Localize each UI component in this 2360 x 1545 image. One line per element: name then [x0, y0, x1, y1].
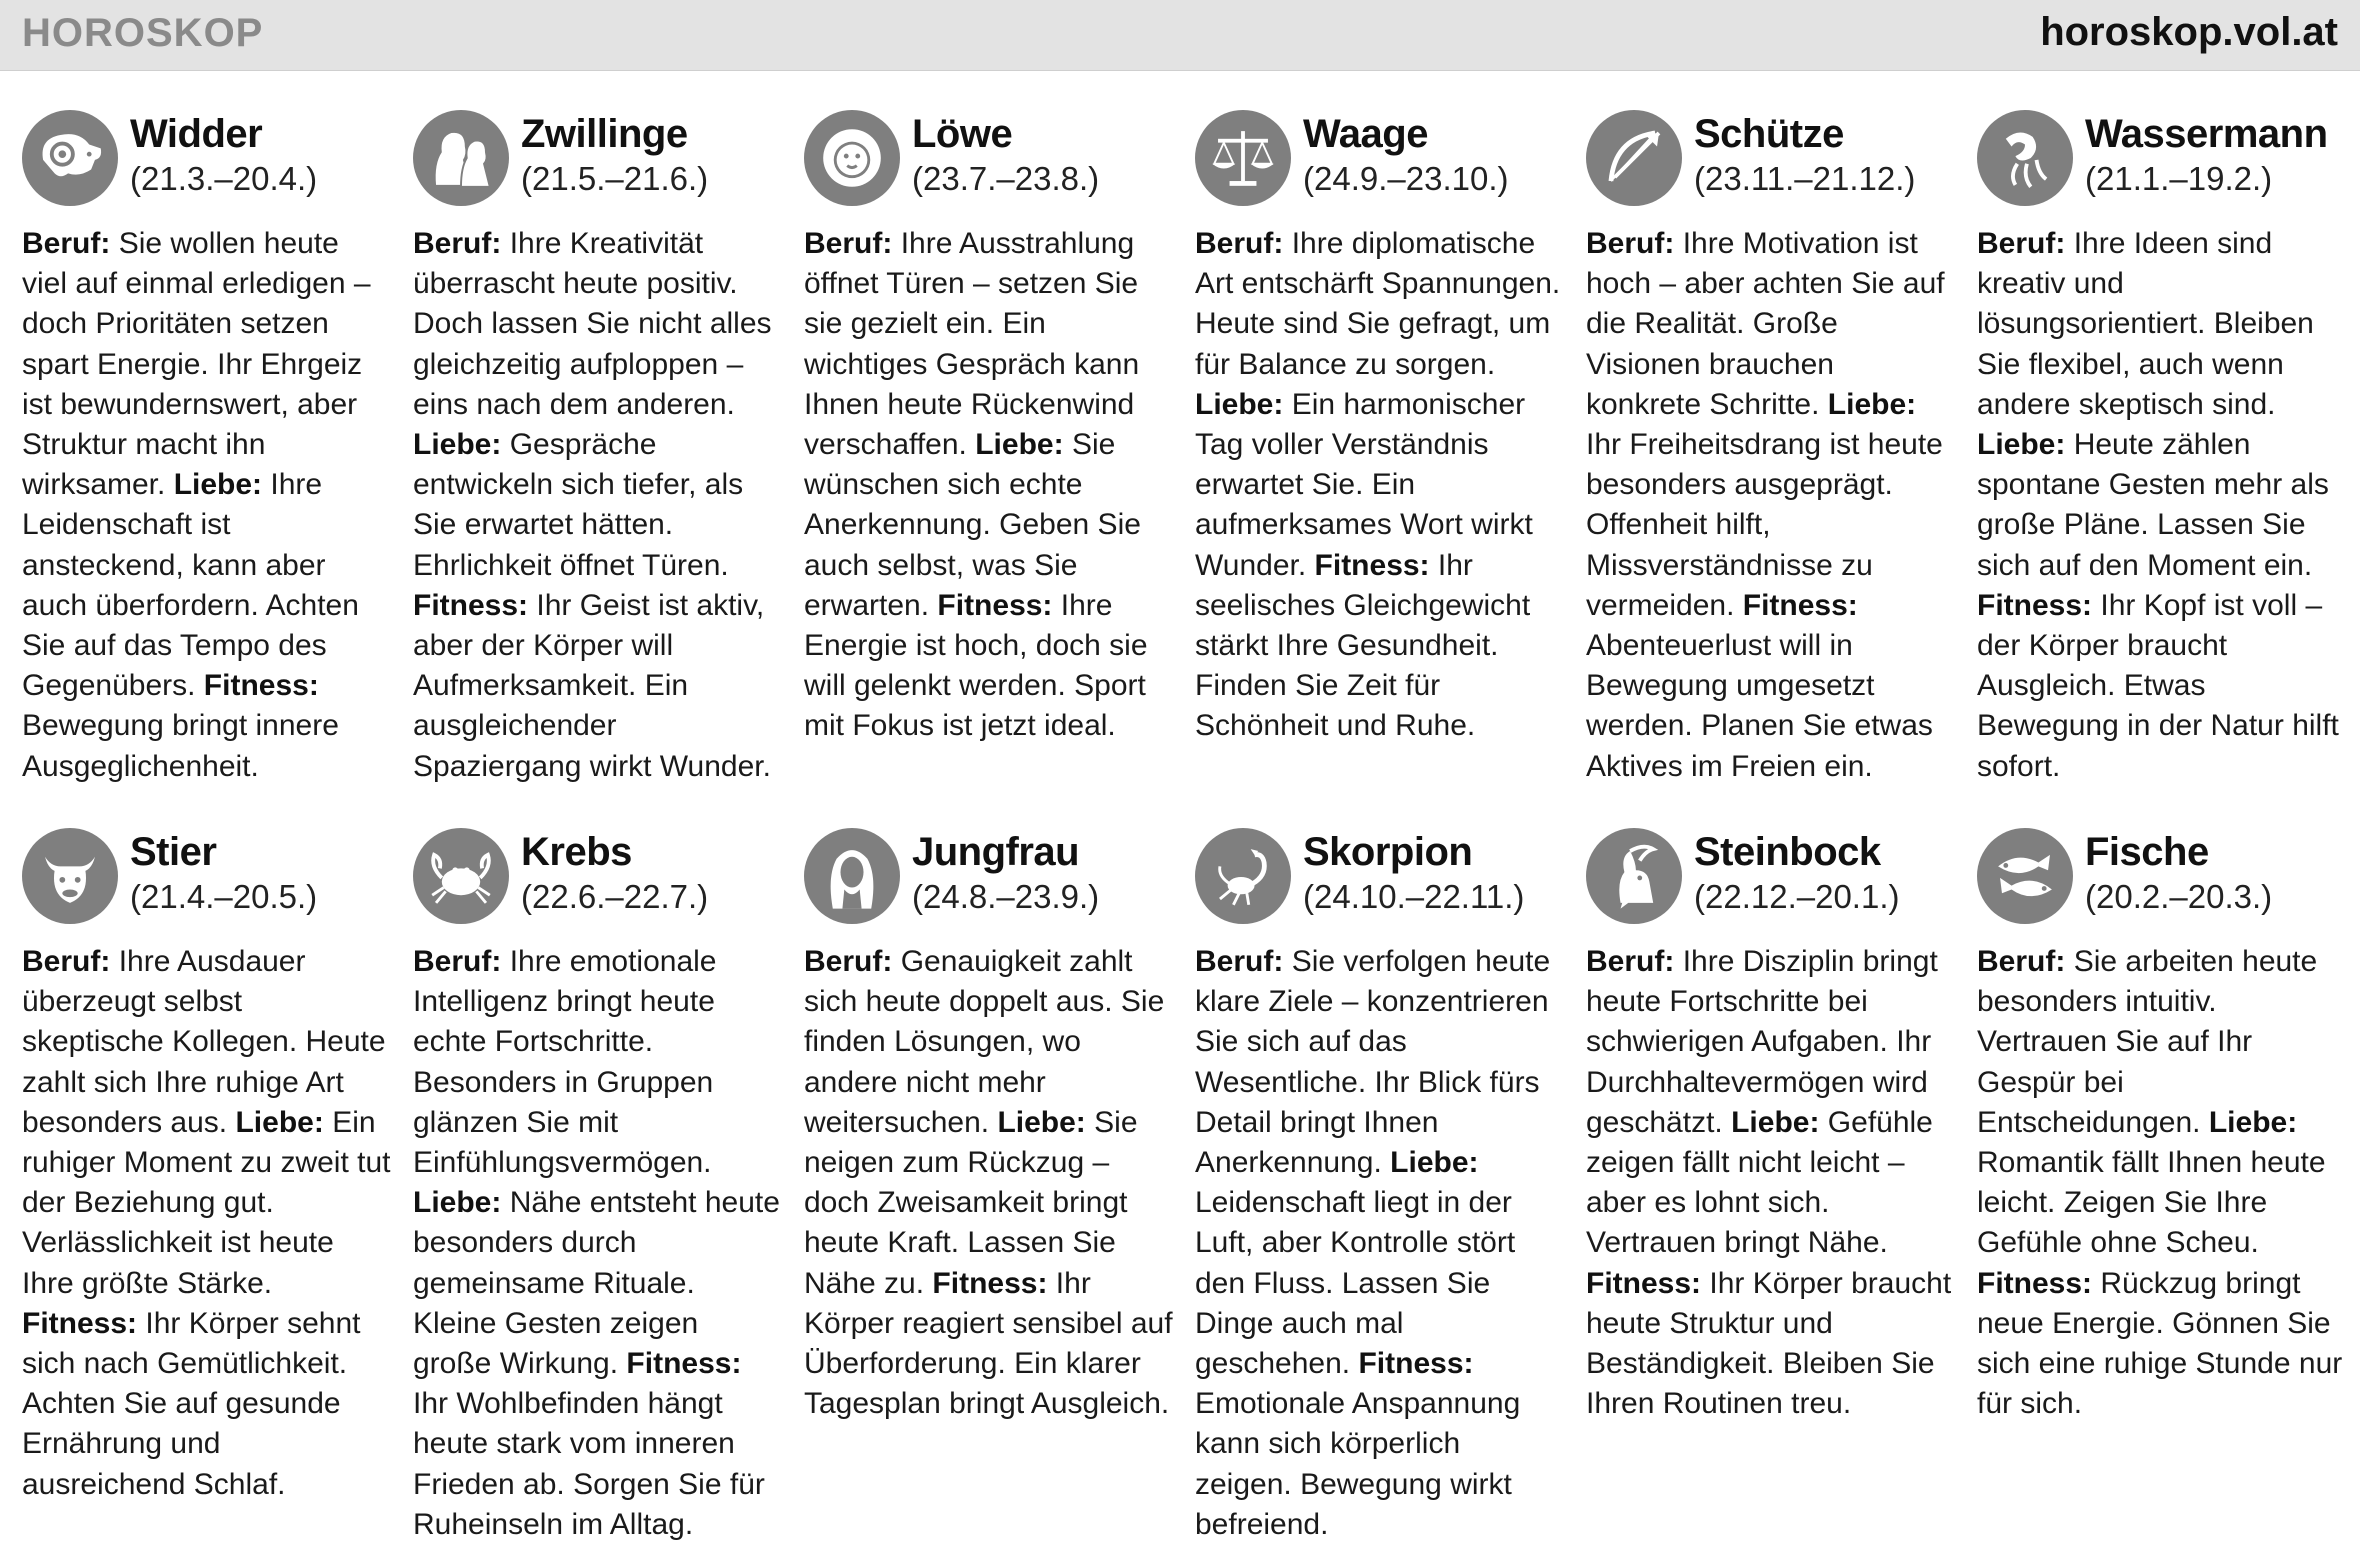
- beruf-text: Sie verfolgen heute klare Ziele – konzentrieren Sie sich auf das Wesentliche. Ihr Blick fürs Detail bringt Ihnen Anerkennung.: [1195, 945, 1551, 1180]
- beruf-text: Ihre Ideen sind kreativ und lösungsorientiert. Bleiben Sie flexibel, auch wenn andere skeptisch sind.: [1977, 227, 2314, 421]
- crab-icon: [413, 828, 509, 924]
- liebe-label: Liebe:: [975, 428, 1064, 462]
- beruf-label: Beruf:: [22, 945, 111, 978]
- sign-dates: (23.7.–23.8.): [912, 160, 1100, 197]
- sign-dates: (21.4.–20.5.): [130, 878, 318, 915]
- sign-text: [1586, 942, 1956, 1424]
- fitness-text: Rückzug bringt neue Energie. Gönnen Sie sich eine ruhige Stunde nur für sich.: [1977, 1266, 2343, 1421]
- liebe-label: Liebe:: [1195, 387, 1284, 421]
- sign-name: Zwillinge: [521, 112, 688, 156]
- liebe-text: Sie neigen zum Rückzug – doch Zweisamkeit bringt heute Kraft. Lassen Sie Nähe zu.: [804, 1105, 1138, 1300]
- liebe-text: Ihr Freiheitsdrang ist heute besonders ausgeprägt. Offenheit hilft, Missverständnisse zu vermeiden.: [1586, 428, 1943, 622]
- sign-stier: [22, 828, 392, 1505]
- sign-header: [804, 828, 1174, 938]
- fitness-label: Fitness:: [1977, 588, 2093, 622]
- liebe-text: Heute zählen spontane Gesten mehr als große Pläne. Lassen Sie sich auf den Moment ein.: [1977, 428, 2329, 582]
- fitness-text: Abenteuerlust will in Bewegung umgesetzt werden. Planen Sie etwas Aktives im Freien ein.: [1586, 629, 1933, 783]
- fitness-label: Fitness:: [203, 669, 319, 703]
- fitness-text: Ihr Körper braucht heute Struktur und Beständigkeit. Bleiben Sie Ihren Routinen treu.: [1586, 1266, 1952, 1421]
- bull-icon: [22, 828, 118, 924]
- sign-dates: (24.9.–23.10.): [1303, 160, 1509, 197]
- goat-icon: [1586, 828, 1682, 924]
- liebe-text: Gefühle zeigen fällt nicht leicht – aber es lohnt sich. Vertrauen bringt Nähe.: [1586, 1105, 1933, 1260]
- liebe-label: Liebe:: [413, 428, 502, 462]
- sign-name: Steinbock: [1694, 830, 1881, 874]
- liebe-label: Liebe:: [1827, 387, 1917, 421]
- liebe-text: Leidenschaft liegt in der Luft, aber Kontrolle stört den Fluss. Lassen Sie Dinge auch mal geschehen.: [1195, 1186, 1516, 1381]
- beruf-text: Ihre Ausstrahlung öffnet Türen – setzen Sie sie gezielt ein. Ein wichtiges Gespräch kann Ihnen heute Rückenwind verschaffen.: [804, 227, 1140, 462]
- sign-header: [413, 828, 783, 938]
- fitness-label: Fitness:: [1586, 1266, 1702, 1300]
- fitness-label: Fitness:: [1977, 1266, 2093, 1300]
- sign-header: [804, 110, 1174, 220]
- sign-steinbock: [1586, 828, 1956, 1424]
- site-url: horoskop.vol.at: [2040, 10, 2338, 54]
- liebe-text: Ihre Leidenschaft ist ansteckend, kann aber auch überfordern. Achten Sie auf das Tempo des Gegenübers.: [22, 468, 359, 703]
- sign-dates: (21.5.–21.6.): [521, 160, 709, 197]
- beruf-text: Ihre diplomatische Art entschärft Spannungen. Heute sind Sie gefragt, um für Balance zu sorgen.: [1195, 227, 1561, 381]
- sign-header: [1977, 110, 2347, 220]
- beruf-text: Ihre Disziplin bringt heute Fortschritte bei schwierigen Aufgaben. Ihr Durchhaltevermögen wird geschätzt.: [1586, 945, 1938, 1139]
- fitness-text: Ihr Kopf ist voll – der Körper braucht Ausgleich. Etwas Bewegung in der Natur hilft sofort.: [1977, 588, 2339, 783]
- archer-icon: [1586, 110, 1682, 206]
- beruf-text: Ihre emotionale Intelligenz bringt heute echte Fortschritte. Besonders in Gruppen glänzen Sie mit Einfühlungsvermögen.: [413, 945, 717, 1180]
- liebe-text: Ein harmonischer Tag voller Verständnis erwartet Sie. Ein aufmerksames Wort wirkt Wunder.: [1195, 387, 1533, 582]
- beruf-label: Beruf:: [1195, 227, 1284, 260]
- sign-header: [1977, 828, 2347, 938]
- sign-dates: (21.1.–19.2.): [2085, 160, 2273, 197]
- water-bearer-icon: [1977, 110, 2073, 206]
- sign-wassermann: [1977, 110, 2347, 787]
- sign-jungfrau: [804, 828, 1174, 1424]
- sign-name: Krebs: [521, 830, 632, 874]
- beruf-text: Ihre Ausdauer überzeugt selbst skeptische Kollegen. Heute zahlt sich Ihre ruhige Art besonders aus.: [22, 945, 386, 1139]
- beruf-label: Beruf:: [413, 945, 502, 978]
- sign-dates: (24.10.–22.11.): [1303, 878, 1525, 915]
- sign-dates: (23.11.–21.12.): [1694, 160, 1916, 197]
- sign-header: [1195, 828, 1565, 938]
- sign-name: Fische: [2085, 830, 2209, 874]
- sign-name: Skorpion: [1303, 830, 1473, 874]
- sign-zwillinge: [413, 110, 783, 787]
- sign-dates: (22.12.–20.1.): [1694, 878, 1900, 915]
- sign-name: Widder: [130, 112, 263, 156]
- sign-name: Löwe: [912, 112, 1013, 156]
- fitness-text: Ihr seelisches Gleichgewicht stärkt Ihre Gesundheit. Finden Sie Zeit für Schönheit und Ruhe.: [1195, 548, 1531, 743]
- sign-text: [413, 942, 783, 1545]
- liebe-label: Liebe:: [1390, 1146, 1479, 1180]
- sign-skorpion: [1195, 828, 1565, 1545]
- beruf-text: Sie wollen heute viel auf einmal erledigen – doch Prioritäten setzen spart Energie. Ihr Ehrgeiz ist bewundernswert, aber Struktur macht ihn wirksamer.: [22, 227, 371, 502]
- fitness-text: Ihr Körper sehnt sich nach Gemütlichkeit. Achten Sie auf gesunde Ernährung und ausreichend Schlaf.: [22, 1306, 361, 1501]
- liebe-label: Liebe:: [997, 1105, 1086, 1139]
- lion-icon: [804, 110, 900, 206]
- sign-waage: [1195, 110, 1565, 747]
- liebe-label: Liebe:: [235, 1105, 324, 1139]
- sign-dates: (22.6.–22.7.): [521, 878, 709, 915]
- sign-header: [413, 110, 783, 220]
- ram-icon: [22, 110, 118, 206]
- liebe-text: Romantik fällt Ihnen heute leicht. Zeigen Sie Ihre Gefühle ohne Scheu.: [1977, 1146, 2326, 1260]
- sign-header: [1586, 110, 1956, 220]
- beruf-label: Beruf:: [22, 227, 111, 260]
- sign-schuetze: [1586, 110, 1956, 787]
- sign-name: Jungfrau: [912, 830, 1080, 874]
- sign-header: [1195, 110, 1565, 220]
- liebe-text: Ein ruhiger Moment zu zweit tut der Beziehung gut. Verlässlichkeit ist heute Ihre größte Stärke.: [22, 1105, 391, 1300]
- sign-dates: (21.3.–20.4.): [130, 160, 318, 197]
- sign-text: [1586, 224, 1956, 787]
- sign-name: Schütze: [1694, 112, 1844, 156]
- sign-text: [413, 224, 783, 787]
- beruf-label: Beruf:: [413, 227, 502, 260]
- liebe-label: Liebe:: [1977, 428, 2066, 462]
- fish-icon: [1977, 828, 2073, 924]
- fitness-text: Emotionale Anspannung kann sich körperlich zeigen. Bewegung wirkt befreiend.: [1195, 1387, 1521, 1541]
- fitness-label: Fitness:: [626, 1347, 742, 1381]
- fitness-label: Fitness:: [1314, 548, 1430, 582]
- beruf-label: Beruf:: [1195, 945, 1284, 978]
- fitness-label: Fitness:: [1742, 588, 1858, 622]
- liebe-label: Liebe:: [1731, 1105, 1820, 1139]
- beruf-text: Ihre Kreativität überrascht heute positiv. Doch lassen Sie nicht alles gleichzeitig aufploppen – eins nach dem anderen.: [413, 227, 772, 421]
- fitness-label: Fitness:: [22, 1306, 138, 1340]
- page-title: HOROSKOP: [22, 11, 264, 55]
- scorpion-icon: [1195, 828, 1291, 924]
- sign-text: [804, 224, 1174, 747]
- beruf-label: Beruf:: [1586, 945, 1675, 978]
- fitness-text: Ihr Geist ist aktiv, aber der Körper will Aufmerksamkeit. Ein ausgleichender Spaziergang wirkt Wunder.: [413, 588, 771, 783]
- sign-text: [22, 224, 392, 787]
- sign-header: [22, 110, 392, 220]
- sign-loewe: [804, 110, 1174, 747]
- sign-text: [804, 942, 1174, 1424]
- sign-name: Stier: [130, 830, 217, 874]
- sign-fische: [1977, 828, 2347, 1424]
- sign-text: [1195, 942, 1565, 1545]
- liebe-text: Gespräche entwickeln sich tiefer, als Sie erwartet hätten. Ehrlichkeit öffnet Türen.: [413, 428, 744, 582]
- page-header: [0, 0, 2360, 71]
- beruf-text: Ihre Motivation ist hoch – aber achten Sie auf die Realität. Große Visionen brauchen konkrete Schritte.: [1586, 227, 1945, 421]
- sign-header: [22, 828, 392, 938]
- fitness-text: Ihr Körper reagiert sensibel auf Überforderung. Ein klarer Tagesplan bringt Ausgleich.: [804, 1266, 1173, 1421]
- sign-widder: [22, 110, 392, 787]
- sign-name: Waage: [1303, 112, 1428, 156]
- beruf-label: Beruf:: [804, 945, 893, 978]
- beruf-text: Genauigkeit zahlt sich heute doppelt aus. Sie finden Lösungen, wo andere nicht mehr weitersuchen.: [804, 945, 1165, 1139]
- sign-dates: (24.8.–23.9.): [912, 878, 1100, 915]
- fitness-label: Fitness:: [413, 588, 529, 622]
- fitness-label: Fitness:: [932, 1266, 1048, 1300]
- scales-icon: [1195, 110, 1291, 206]
- maiden-icon: [804, 828, 900, 924]
- beruf-label: Beruf:: [804, 227, 893, 260]
- sign-name: Wassermann: [2085, 112, 2328, 156]
- liebe-label: Liebe:: [413, 1186, 502, 1220]
- liebe-text: Sie wünschen sich echte Anerkennung. Geben Sie auch selbst, was Sie erwarten.: [804, 428, 1141, 622]
- fitness-text: Ihr Wohlbefinden hängt heute stark vom inneren Frieden ab. Sorgen Sie für Ruheinseln im Alltag.: [413, 1387, 765, 1541]
- fitness-text: Ihre Energie ist hoch, doch sie will gelenkt werden. Sport mit Fokus ist jetzt ideal.: [804, 588, 1148, 743]
- liebe-label: Liebe:: [2208, 1105, 2298, 1139]
- sign-text: [1195, 224, 1565, 747]
- fitness-label: Fitness:: [937, 588, 1053, 622]
- sign-krebs: [413, 828, 783, 1545]
- sign-header: [1586, 828, 1956, 938]
- fitness-text: Bewegung bringt innere Ausgeglichenheit.: [22, 709, 339, 783]
- beruf-label: Beruf:: [1977, 227, 2066, 260]
- sign-dates: (20.2.–20.3.): [2085, 878, 2273, 915]
- beruf-label: Beruf:: [1977, 945, 2066, 978]
- twins-icon: [413, 110, 509, 206]
- liebe-label: Liebe:: [173, 468, 263, 502]
- sign-text: [1977, 224, 2347, 787]
- beruf-label: Beruf:: [1586, 227, 1675, 260]
- beruf-text: Sie arbeiten heute besonders intuitiv. Vertrauen Sie auf Ihr Gespür bei Entscheidungen.: [1977, 945, 2318, 1139]
- sign-text: [1977, 942, 2347, 1424]
- liebe-text: Nähe entsteht heute besonders durch gemeinsame Rituale. Kleine Gesten zeigen große Wirkung.: [413, 1186, 780, 1381]
- fitness-label: Fitness:: [1358, 1347, 1474, 1381]
- sign-text: [22, 942, 392, 1505]
